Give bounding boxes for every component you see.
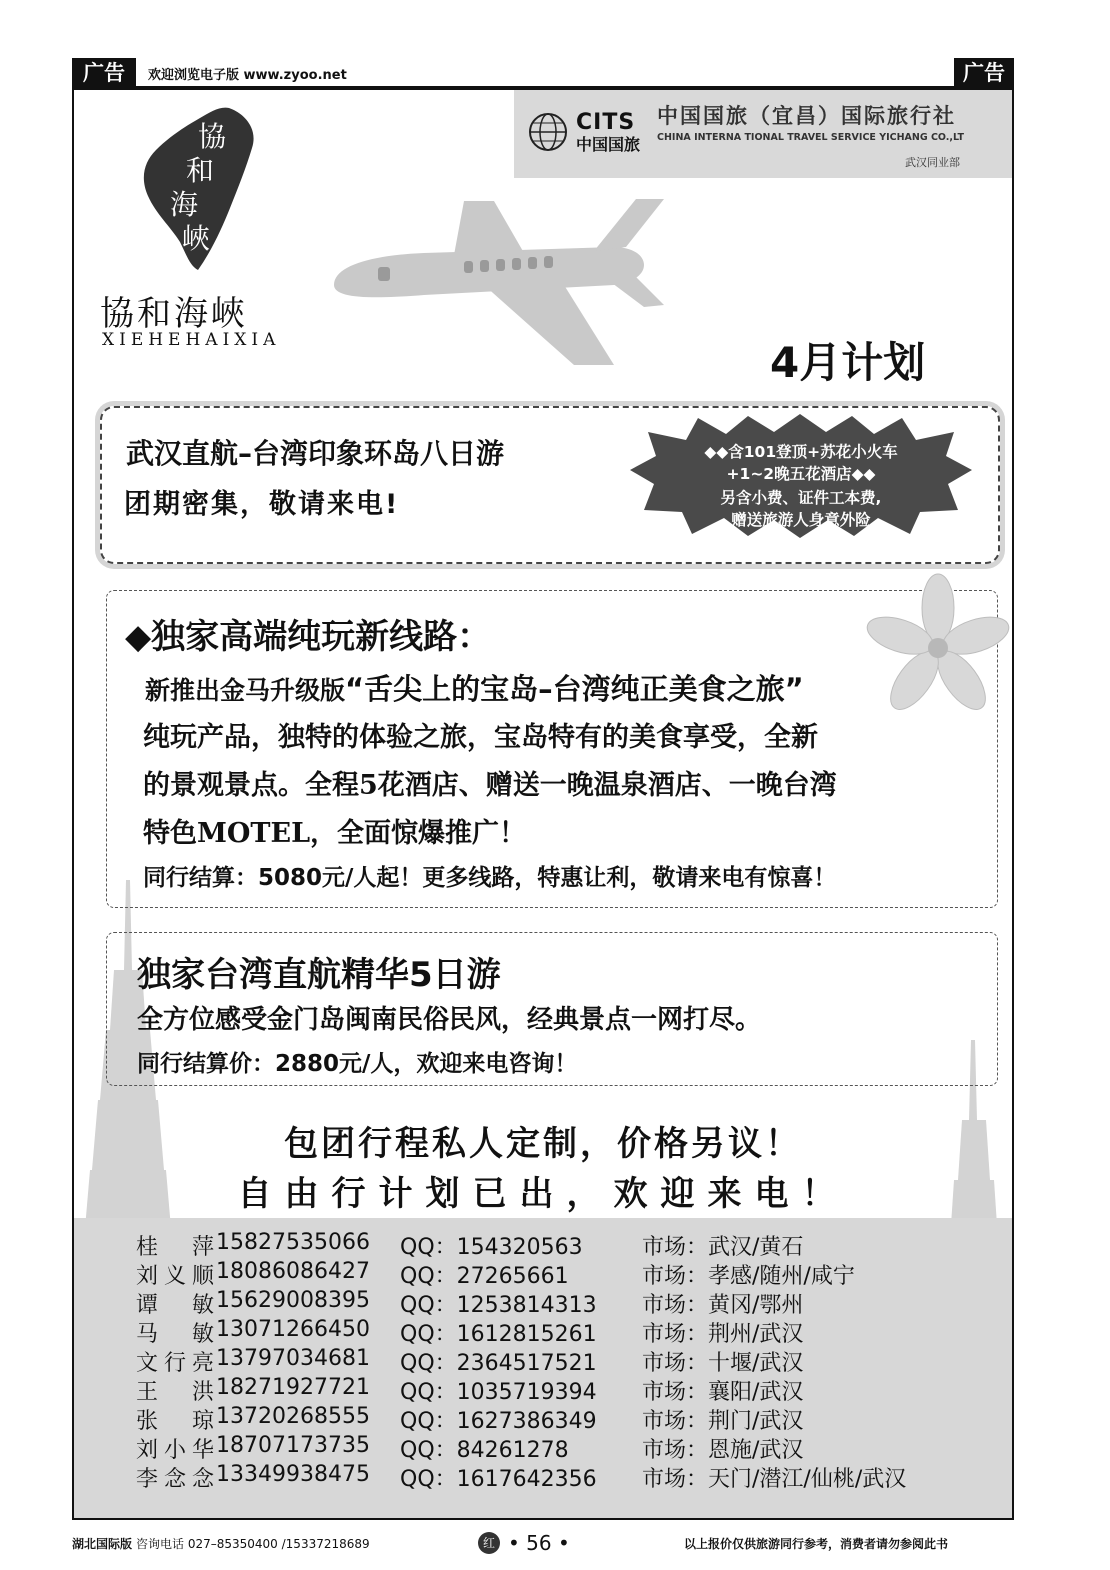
- contact-qq: QQ：1617642356: [400, 1467, 597, 1492]
- ad-label-left: 广告: [72, 58, 136, 88]
- contact-name: 刘义顺: [136, 1264, 214, 1289]
- private-tour-line: 包团行程私人定制，价格另议！: [284, 1124, 802, 1164]
- airplane-icon: [314, 195, 674, 375]
- ad-label-right: 广告: [954, 58, 1014, 88]
- brand-name: 協和海峽: [100, 294, 248, 334]
- contact-name: 刘小华: [136, 1438, 214, 1463]
- taiwan-island-logo-icon: [134, 104, 264, 274]
- offer-2-desc-line: 纯玩产品，独特的体验之旅，宝岛特有的美食享受，全新: [143, 722, 818, 753]
- contact-phone: 15629008395: [216, 1288, 370, 1313]
- offer-2-price: 同行结算：5080元/人起！更多线路，特惠让利，敬请来电有惊喜！: [143, 865, 837, 891]
- cits-globe-icon: [528, 112, 568, 152]
- contact-name: 桂萍: [136, 1235, 214, 1260]
- cits-department: 武汉同业部: [905, 156, 960, 169]
- contact-name: 马敏: [136, 1322, 214, 1347]
- footer-badge: 红: [478, 1532, 500, 1554]
- footer-disclaimer: 以上报价仅供旅游同行参考，消费者请勿参阅此书: [684, 1537, 949, 1551]
- offer-2-tagline-prefix: 新推出金马升级版: [145, 676, 346, 705]
- contact-market: 市场：荆州/武汉: [642, 1322, 804, 1347]
- contact-market: 市场：孝感/随州/咸宁: [642, 1264, 855, 1289]
- welcome-text: 欢迎浏览电子版 www.zyoo.net: [148, 68, 347, 83]
- contact-market: 市场：黄冈/鄂州: [642, 1293, 804, 1318]
- logo-char: 海: [170, 188, 199, 221]
- offer-box-2: [106, 590, 998, 908]
- contact-phone: 13797034681: [216, 1346, 370, 1371]
- contact-market: 市场：武汉/黄石: [642, 1235, 804, 1260]
- contact-phone: 15827535066: [216, 1230, 370, 1255]
- contact-phone: 18271927721: [216, 1375, 370, 1400]
- footer-hotline: 咨询电话 027–85350400 /15337218689: [136, 1537, 370, 1551]
- contact-name: 王洪: [136, 1380, 214, 1405]
- brand-pinyin: XIEHEHAIXIA: [102, 330, 281, 350]
- contact-market: 市场：恩施/武汉: [642, 1438, 804, 1463]
- contact-name: 文行亮: [136, 1351, 214, 1376]
- contact-qq: QQ：1253814313: [400, 1293, 597, 1318]
- contact-market: 市场：襄阳/武汉: [642, 1380, 804, 1405]
- badge-line: +1~2晚五花酒店◆◆: [726, 465, 876, 483]
- cits-header: [514, 90, 1014, 178]
- cits-company-name-en: CHINA INTERNA TIONAL TRAVEL SERVICE YICHANG CO.,LT: [657, 132, 964, 143]
- contact-market: 市场：十堰/武汉: [642, 1351, 804, 1376]
- offer-1-subtitle: 团期密集，敬请来电!: [124, 489, 400, 520]
- footer-edition: [72, 1535, 370, 1552]
- badge-line: ◆◆含101登顶+苏花小火车: [704, 443, 898, 461]
- contact-qq: QQ：1035719394: [400, 1380, 597, 1405]
- contact-name: 谭敏: [136, 1293, 214, 1318]
- offer-box-3: [106, 932, 998, 1086]
- contact-phone: 18707173735: [216, 1433, 370, 1458]
- page-number: • 56 •: [508, 1531, 570, 1555]
- contact-phone: 13720268555: [216, 1404, 370, 1429]
- badge-line: 赠送旅游人身意外险: [731, 511, 871, 529]
- contact-qq: QQ：2364517521: [400, 1351, 597, 1376]
- contact-qq: QQ：154320563: [400, 1235, 583, 1260]
- plan-title: 4月计划: [770, 338, 926, 387]
- offer-box-1: [100, 406, 1000, 564]
- contact-qq: QQ：27265661: [400, 1264, 569, 1289]
- contact-name: 张琼: [136, 1409, 214, 1434]
- contact-qq: QQ：1612815261: [400, 1322, 597, 1347]
- contact-market: 市场：天门/潜江/仙桃/武汉: [642, 1467, 907, 1492]
- offer-2-desc-line: 的景观景点。全程5花酒店、赠送一晚温泉酒店、一晚台湾: [143, 770, 837, 801]
- offer-1-title: 武汉直航–台湾印象环岛八日游: [126, 437, 505, 470]
- offer-2-tagline-quote: “舌尖上的宝岛–台湾纯正美食之旅”: [345, 672, 804, 706]
- cits-abbr: CITS: [576, 110, 636, 135]
- flower-decoration-icon: [863, 573, 1013, 723]
- contact-phone: 13071266450: [216, 1317, 370, 1342]
- logo-char: 峽: [182, 222, 211, 255]
- contact-qq: QQ：1627386349: [400, 1409, 597, 1434]
- offer-3-title: 独家台湾直航精华5日游: [137, 955, 501, 995]
- offer-2-desc-line: 特色MOTEL，全面惊爆推广！: [143, 818, 527, 849]
- logo-char: 和: [186, 154, 215, 187]
- offer-2-title: ◆独家高端纯玩新线路：: [125, 617, 492, 657]
- cits-company-name: 中国国旅（宜昌）国际旅行社: [657, 104, 956, 128]
- badge-line: 另含小费、证件工本费,: [720, 489, 882, 507]
- offer-2-tagline: [145, 667, 804, 708]
- contact-qq: QQ：84261278: [400, 1438, 569, 1463]
- contact-name: 李念念: [136, 1467, 214, 1492]
- cits-cn-abbr: 中国国旅: [576, 135, 641, 154]
- offer-3-desc: 全方位感受金门岛闽南民俗民风，经典景点一网打尽。: [137, 1005, 762, 1035]
- contact-phone: 18086086427: [216, 1259, 370, 1284]
- contact-phone: 13349938475: [216, 1462, 370, 1487]
- footer-edition-name: 湖北国际版: [72, 1537, 133, 1551]
- logo-char: 協: [198, 120, 227, 153]
- contact-market: 市场：荆门/武汉: [642, 1409, 804, 1434]
- ad-frame: [72, 88, 1014, 1520]
- offer-3-price: 同行结算价：2880元/人，欢迎来电咨询！: [137, 1051, 578, 1077]
- free-travel-line: 自由行计划已出，欢迎来电！: [237, 1174, 849, 1214]
